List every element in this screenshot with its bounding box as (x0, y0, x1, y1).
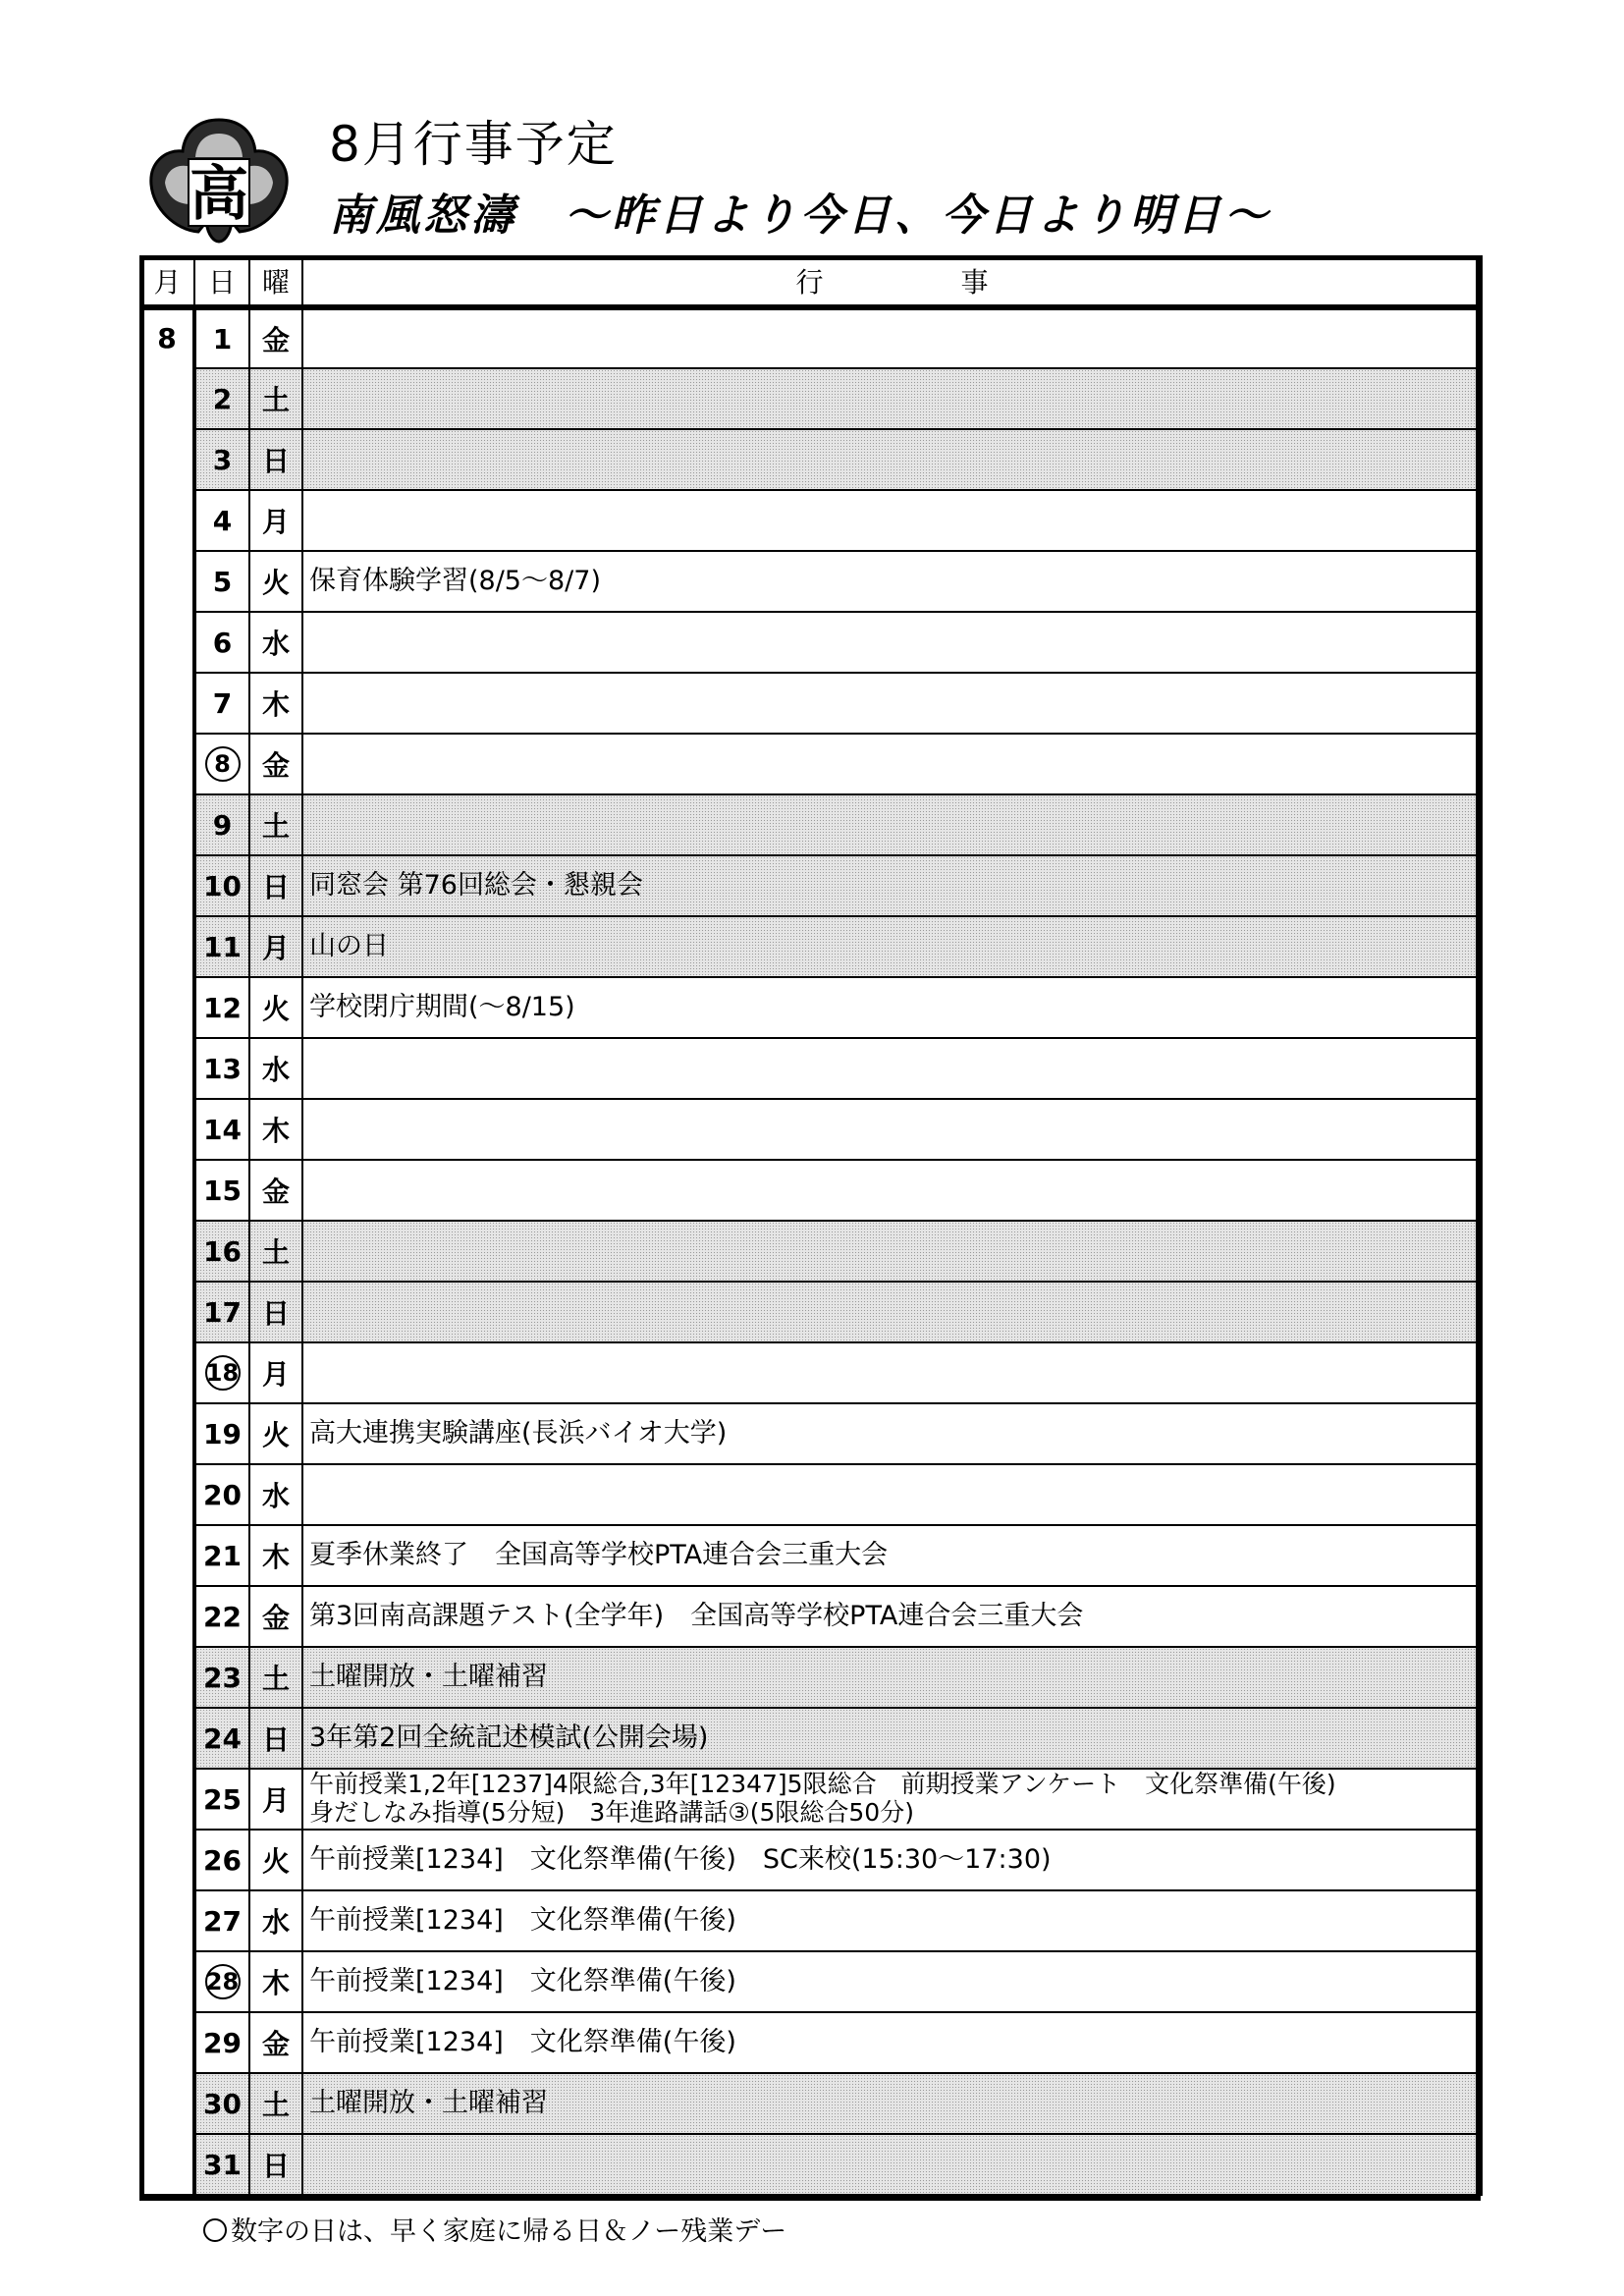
event-text: 土曜開放・土曜補習 (309, 2088, 548, 2119)
weekday-cell: 月 (249, 490, 302, 551)
circle-mark-icon (203, 2218, 227, 2242)
weekday-cell: 月 (249, 1769, 302, 1830)
page-title: 8月行事予定 (329, 116, 618, 173)
weekday-cell: 日 (249, 1708, 302, 1769)
day-cell: 5 (194, 551, 249, 612)
header-month: 月 (140, 256, 194, 307)
table-outer-frame (139, 255, 1481, 2201)
school-emblem-logo (145, 114, 293, 246)
weekday-cell: 火 (249, 977, 302, 1038)
weekday-cell: 火 (249, 551, 302, 612)
day-cell: 20 (194, 1464, 249, 1525)
day-cell: 7 (194, 673, 249, 734)
school-motto: 南風怒濤 ～昨日より今日、今日より明日～ (329, 191, 1272, 241)
weekday-cell: 金 (249, 307, 302, 368)
day-cell: 2 (194, 368, 249, 429)
day-cell: 30 (194, 2073, 249, 2134)
event-text: 同窓会 第76回総会・懇親会 (309, 870, 643, 902)
weekday-cell: 木 (249, 673, 302, 734)
footnote-text: 数字の日は、早く家庭に帰る日＆ノー残業デー (231, 2216, 787, 2247)
circled-day-number: 18 (205, 1355, 241, 1391)
event-text: 第3回南高課題テスト(全学年) 全国高等学校PTA連合会三重大会 (309, 1601, 1084, 1632)
weekday-cell: 金 (249, 734, 302, 794)
header-weekday: 曜 (249, 256, 302, 307)
event-text: 山の日 (309, 931, 389, 962)
day-cell: 27 (194, 1890, 249, 1951)
weekday-cell: 木 (249, 1099, 302, 1160)
day-cell: 14 (194, 1099, 249, 1160)
weekday-cell: 金 (249, 1586, 302, 1647)
day-cell: 6 (194, 612, 249, 673)
day-cell: 24 (194, 1708, 249, 1769)
event-text: 午前授業[1234] 文化祭準備(午後) SC来校(15:30～17:30) (309, 1844, 1052, 1876)
event-text: 午前授業[1234] 文化祭準備(午後) (309, 2027, 736, 2058)
day-cell: 4 (194, 490, 249, 551)
weekday-cell: 日 (249, 2134, 302, 2195)
event-text: 土曜開放・土曜補習 (309, 1662, 548, 1693)
day-cell: 26 (194, 1830, 249, 1890)
day-cell: 22 (194, 1586, 249, 1647)
logo-character: 高 (189, 160, 248, 229)
day-cell: 17 (194, 1282, 249, 1342)
circled-day-number: 28 (205, 1964, 241, 1999)
circled-day-number: 8 (205, 746, 241, 782)
weekday-cell: 土 (249, 368, 302, 429)
weekday-cell: 水 (249, 1038, 302, 1099)
weekday-cell: 土 (249, 1221, 302, 1282)
event-text: 午前授業[1234] 文化祭準備(午後) (309, 1905, 736, 1937)
day-cell: 1 (194, 307, 249, 368)
day-cell: 23 (194, 1647, 249, 1708)
weekday-cell: 金 (249, 1160, 302, 1221)
weekday-cell: 木 (249, 1951, 302, 2012)
day-cell: 21 (194, 1525, 249, 1586)
weekday-cell: 日 (249, 1282, 302, 1342)
day-cell: 15 (194, 1160, 249, 1221)
day-cell: 25 (194, 1769, 249, 1830)
event-text: 午前授業[1234] 文化祭準備(午後) (309, 1966, 736, 1997)
weekday-cell: 月 (249, 1342, 302, 1403)
footnote (203, 2210, 786, 2248)
day-cell: 3 (194, 429, 249, 490)
day-cell: 9 (194, 794, 249, 855)
weekday-cell: 土 (249, 1647, 302, 1708)
weekday-cell: 月 (249, 916, 302, 977)
weekday-cell: 土 (249, 2073, 302, 2134)
day-cell: 11 (194, 916, 249, 977)
header-day: 日 (194, 256, 249, 307)
day-cell: 13 (194, 1038, 249, 1099)
month-cell: 8 (140, 307, 194, 2195)
event-text: 保育体験学習(8/5～8/7) (309, 566, 601, 597)
day-cell: 19 (194, 1403, 249, 1464)
day-cell: 10 (194, 855, 249, 916)
event-text: 3年第2回全統記述模試(公開会場) (309, 1722, 709, 1754)
weekday-cell: 日 (249, 429, 302, 490)
day-cell: 31 (194, 2134, 249, 2195)
weekday-cell: 土 (249, 794, 302, 855)
weekday-cell: 日 (249, 855, 302, 916)
event-text: 学校閉庁期間(～8/15) (309, 992, 575, 1023)
weekday-cell: 火 (249, 1830, 302, 1890)
weekday-cell: 火 (249, 1403, 302, 1464)
day-cell: 12 (194, 977, 249, 1038)
weekday-cell: 金 (249, 2012, 302, 2073)
event-text: 高大連携実験講座(長浜バイオ大学) (309, 1418, 728, 1449)
weekday-cell: 木 (249, 1525, 302, 1586)
day-cell: 29 (194, 2012, 249, 2073)
event-text: 夏季休業終了 全国高等学校PTA連合会三重大会 (309, 1540, 889, 1571)
event-text: 午前授業1,2年[1237]4限総合,3年[12347]5限総合 前期授業アンケート 文化祭準備(午後) (309, 1770, 1336, 1799)
weekday-cell: 水 (249, 1464, 302, 1525)
weekday-cell: 水 (249, 1890, 302, 1951)
event-text: 身だしなみ指導(5分短) 3年進路講話③(5限総合50分) (309, 1798, 914, 1827)
header-events: 行 事 (302, 256, 1482, 307)
day-cell: 16 (194, 1221, 249, 1282)
weekday-cell: 水 (249, 612, 302, 673)
